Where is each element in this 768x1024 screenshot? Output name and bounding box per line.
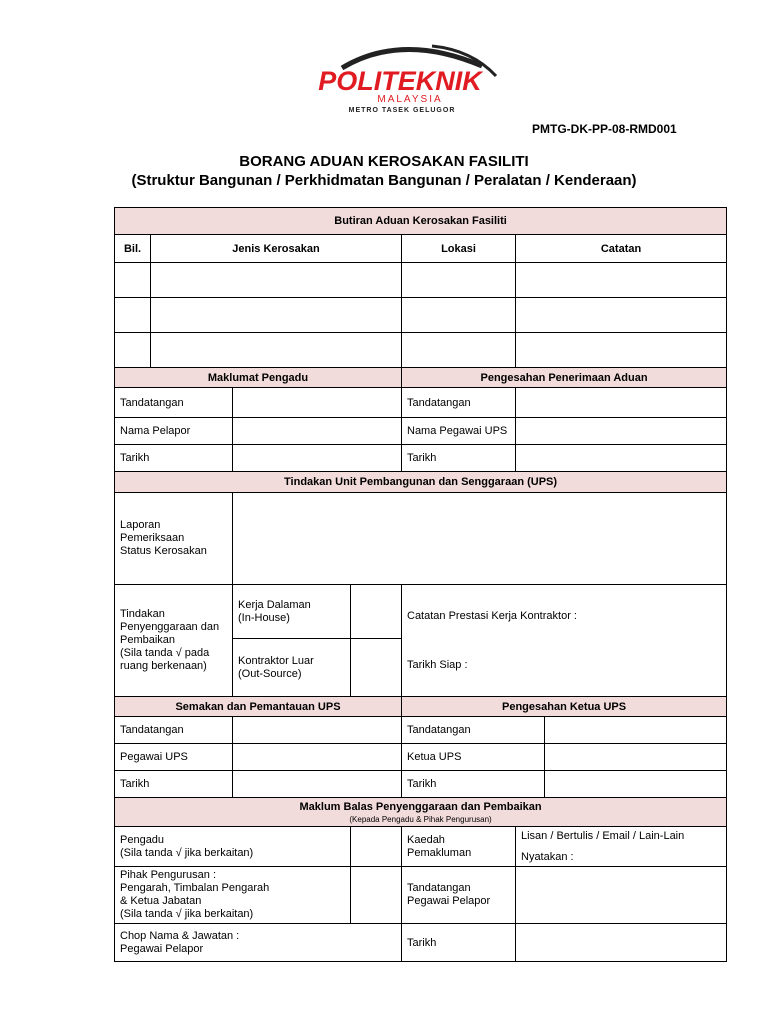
action-label-line: Tindakan <box>120 608 165 620</box>
management-label <box>115 867 351 924</box>
report-label-line: Status Kerosakan <box>120 545 207 557</box>
management-line: Pengarah, Timbalan Pengarah <box>120 882 270 894</box>
head-date-field[interactable] <box>545 771 727 798</box>
notes-cell[interactable] <box>516 298 727 333</box>
no-cell[interactable] <box>115 333 151 368</box>
outsource-label <box>233 639 351 697</box>
logo-graphic <box>282 36 518 118</box>
complaint-form-table <box>114 207 727 962</box>
reporter-signature-field[interactable] <box>516 867 727 924</box>
notification-method-label <box>402 827 516 867</box>
location-cell[interactable] <box>402 298 516 333</box>
in-house-label <box>233 585 351 639</box>
management-line: (Sila tanda √ jika berkaitan) <box>120 908 254 920</box>
notification-line: Kaedah <box>407 833 445 846</box>
damage-type-cell[interactable] <box>151 263 402 298</box>
politeknik-logo <box>282 36 518 118</box>
col-header-damage-type: Jenis Kerosakan <box>151 235 402 263</box>
inspection-report-field[interactable] <box>233 493 727 585</box>
action-label-line: (Sila tanda √ pada <box>120 647 210 659</box>
in-house-line: (In-House) <box>238 611 290 624</box>
review-signature-label: Tandatangan <box>115 717 233 744</box>
complainant-section-header: Maklumat Pengadu <box>115 368 402 388</box>
logo-campus: METRO TASEK GELUGOR <box>348 107 456 114</box>
action-label-line: Penyenggaraan dan <box>120 621 220 633</box>
completion-date-label: Tarikh Siap : <box>407 658 468 671</box>
ups-officer-label: Pegawai UPS <box>115 744 233 771</box>
stamp-field[interactable] <box>115 924 402 962</box>
complaint-row <box>115 333 727 368</box>
complaint-row <box>115 298 727 333</box>
head-ups-label: Ketua UPS <box>402 744 545 771</box>
review-signature-field[interactable] <box>233 717 402 744</box>
feedback-heading: Maklum Balas Penyenggaraan dan Pembaikan <box>299 800 542 813</box>
col-header-notes: Catatan <box>516 235 727 263</box>
complainant-feedback-label <box>115 827 351 867</box>
review-section-header: Semakan dan Pemantauan UPS <box>115 697 402 717</box>
location-cell[interactable] <box>402 263 516 298</box>
stamp-line: Pegawai Pelapor <box>120 942 204 955</box>
in-house-checkbox[interactable] <box>351 585 402 639</box>
report-label-line: Pemeriksaan <box>120 532 185 544</box>
complainant-date-label: Tarikh <box>115 445 233 472</box>
reporter-name-label: Nama Pelapor <box>115 418 233 445</box>
acceptance-signature-label: Tandatangan <box>402 388 516 418</box>
head-signature-field[interactable] <box>545 717 727 744</box>
outsource-line: Kontraktor Luar <box>238 654 314 667</box>
maintenance-action-label <box>115 585 233 697</box>
logo-country: MALAYSIA <box>377 94 443 105</box>
outsource-checkbox[interactable] <box>351 639 402 697</box>
col-header-location: Lokasi <box>402 235 516 263</box>
logo-name: POLITEKNIK <box>318 66 482 96</box>
head-approval-section-header: Pengesahan Ketua UPS <box>402 697 727 717</box>
acceptance-date-field[interactable] <box>516 445 727 472</box>
reporter-signature-line: Pegawai Pelapor <box>407 895 491 907</box>
reporter-signature-line: Tandatangan <box>407 882 471 894</box>
no-cell[interactable] <box>115 298 151 333</box>
ups-officer-name-label: Nama Pegawai UPS <box>402 418 516 445</box>
no-cell[interactable] <box>115 263 151 298</box>
action-section-header: Tindakan Unit Pembangunan dan Senggaraan (UPS) <box>115 472 727 493</box>
contractor-performance-field[interactable] <box>402 585 727 697</box>
in-house-line: Kerja Dalaman <box>238 598 311 611</box>
form-subtitle: (Struktur Bangunan / Perkhidmatan Bangunan / Peralatan / Kenderaan) <box>131 172 637 189</box>
document-code: PMTG-DK-PP-08-RMD001 <box>532 122 677 136</box>
report-label-line: Laporan <box>120 519 161 531</box>
head-date-label: Tarikh <box>402 771 545 798</box>
complainant-signature-label: Tandatangan <box>115 388 233 418</box>
acceptance-date-label: Tarikh <box>402 445 516 472</box>
acceptance-section-header: Pengesahan Penerimaan Aduan <box>402 368 727 388</box>
notification-method-field[interactable] <box>516 827 727 867</box>
ups-officer-field[interactable] <box>233 744 402 771</box>
management-line: Pihak Pengurusan : <box>120 869 217 881</box>
review-date-label: Tarikh <box>115 771 233 798</box>
review-date-field[interactable] <box>233 771 402 798</box>
complainant-feedback-line: (Sila tanda √ jika berkaitan) <box>120 846 254 859</box>
action-label-line: ruang berkenaan) <box>120 660 207 672</box>
complaint-row <box>115 263 727 298</box>
feedback-section-header <box>115 798 727 827</box>
inspection-report-label <box>115 493 233 585</box>
feedback-date-field[interactable] <box>516 924 727 962</box>
complainant-feedback-line: Pengadu <box>120 833 165 846</box>
complainant-checkbox[interactable] <box>351 827 402 867</box>
complaint-section-header: Butiran Aduan Kerosakan Fasiliti <box>115 208 727 235</box>
management-line: & Ketua Jabatan <box>120 895 202 907</box>
location-cell[interactable] <box>402 333 516 368</box>
contractor-note-label: Catatan Prestasi Kerja Kontraktor : <box>407 609 577 622</box>
damage-type-cell[interactable] <box>151 298 402 333</box>
specify-label: Nyatakan : <box>521 850 574 863</box>
acceptance-signature-field[interactable] <box>516 388 727 418</box>
ups-officer-name-field[interactable] <box>516 418 727 445</box>
reporter-name-field[interactable] <box>233 418 402 445</box>
notes-cell[interactable] <box>516 333 727 368</box>
head-ups-field[interactable] <box>545 744 727 771</box>
form-title: BORANG ADUAN KEROSAKAN FASILITI <box>239 153 529 170</box>
col-header-no: Bil. <box>115 235 151 263</box>
stamp-line: Chop Nama & Jawatan : <box>120 929 240 942</box>
notification-line: Pemakluman <box>407 846 472 859</box>
notification-options: Lisan / Bertulis / Email / Lain-Lain <box>521 829 685 842</box>
complainant-date-field[interactable] <box>233 445 402 472</box>
head-signature-label: Tandatangan <box>402 717 545 744</box>
notes-cell[interactable] <box>516 263 727 298</box>
outsource-line: (Out-Source) <box>238 667 302 680</box>
reporter-signature-label <box>402 867 516 924</box>
feedback-date-label: Tarikh <box>402 924 516 962</box>
damage-type-cell[interactable] <box>151 333 402 368</box>
feedback-subheading: (Kepada Pengadu & Pihak Pengurusan) <box>349 814 492 824</box>
complainant-signature-field[interactable] <box>233 388 402 418</box>
management-checkbox[interactable] <box>351 867 402 924</box>
action-label-line: Pembaikan <box>120 634 176 646</box>
